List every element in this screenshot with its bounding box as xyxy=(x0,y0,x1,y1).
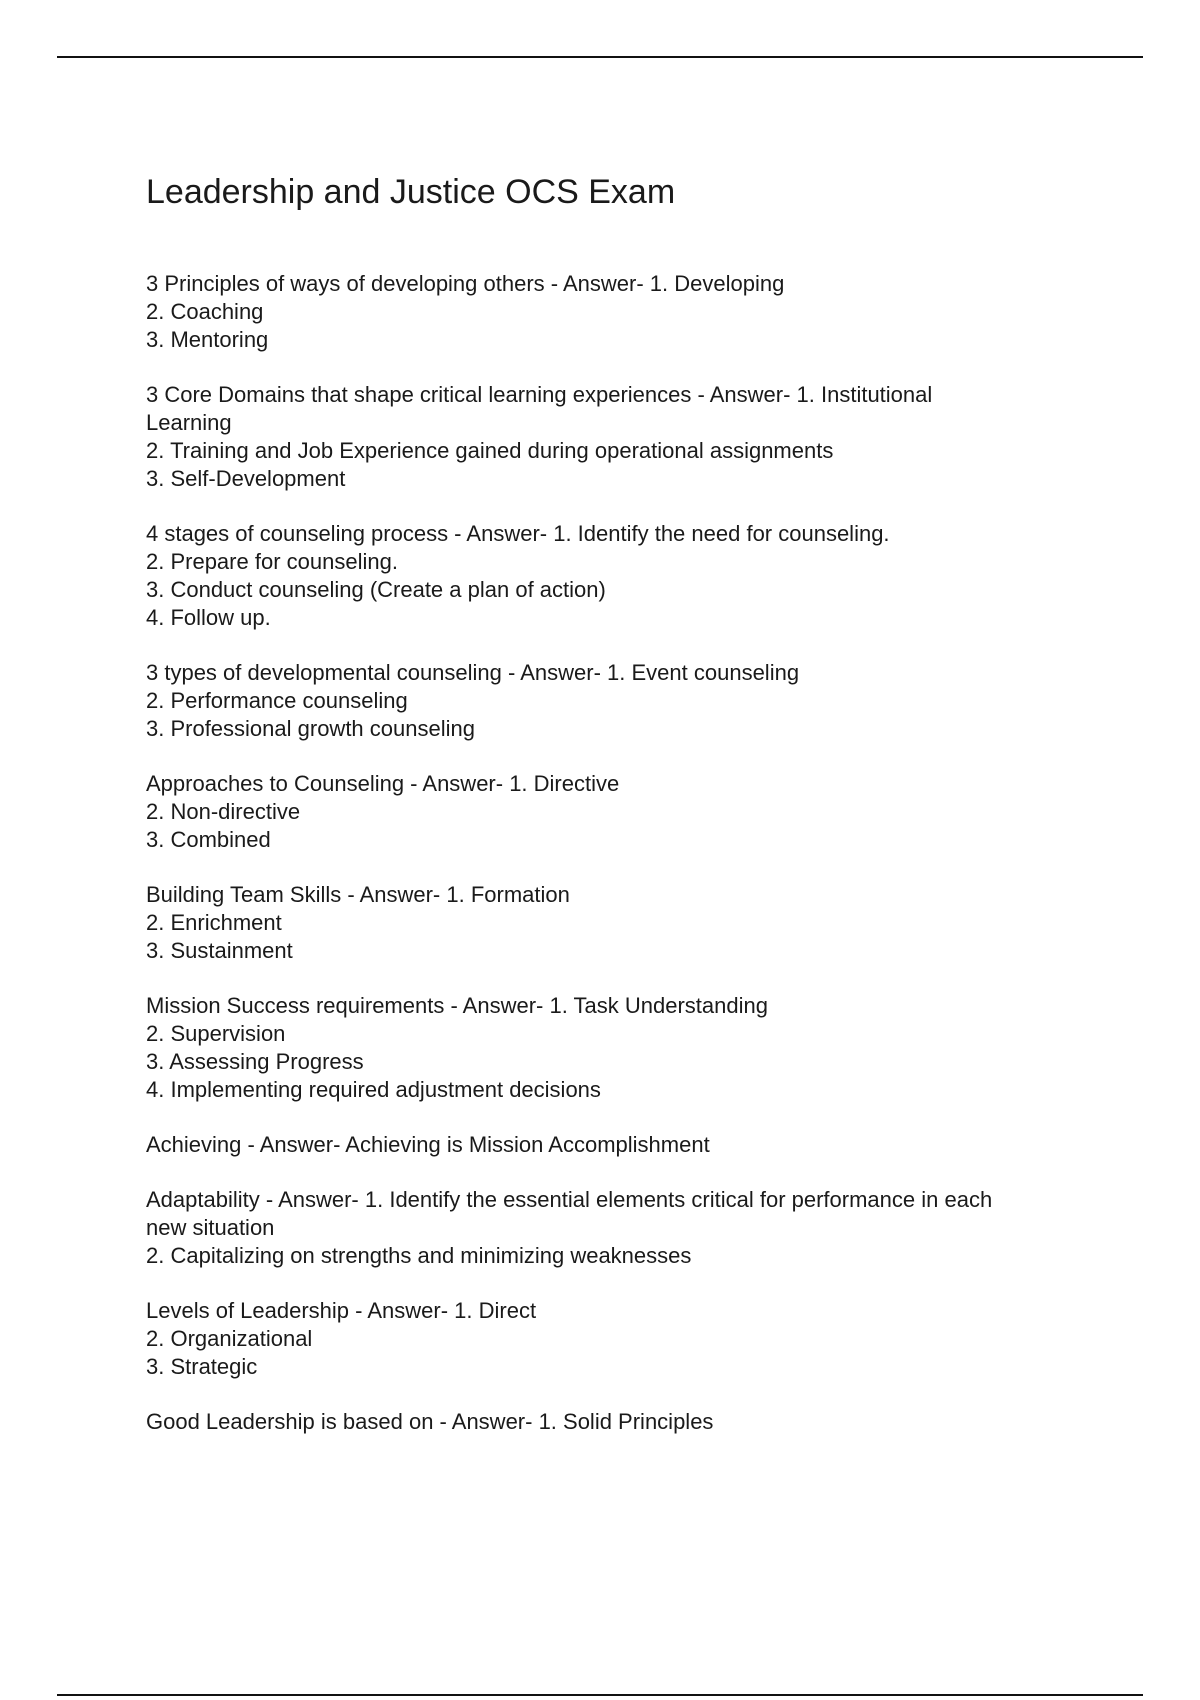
qa-question-line: Mission Success requirements - Answer- 1. Task Understanding xyxy=(146,993,768,1018)
qa-entry xyxy=(146,659,1096,743)
qa-answer-line: 2. Performance counseling xyxy=(146,688,408,713)
qa-answer-line: 2. Non-directive xyxy=(146,799,301,824)
qa-question-line: 4 stages of counseling process - Answer- 1. Identify the need for counseling. xyxy=(146,521,890,546)
qa-entry xyxy=(146,992,1096,1104)
qa-question-line: Levels of Leadership - Answer- 1. Direct xyxy=(146,1298,537,1323)
qa-answer-line: 4. Follow up. xyxy=(146,605,271,630)
qa-entry xyxy=(146,770,1096,854)
qa-answer-line: 3. Strategic xyxy=(146,1354,258,1379)
qa-question-line: 3 Principles of ways of developing others - Answer- 1. Developing xyxy=(146,271,785,296)
qa-entry xyxy=(146,1131,1096,1159)
qa-answer-line: 2. Supervision xyxy=(146,1021,286,1046)
qa-question-line: Building Team Skills - Answer- 1. Formation xyxy=(146,882,570,907)
qa-question-line: Good Leadership is based on - Answer- 1. Solid Principles xyxy=(146,1409,714,1434)
qa-answer-line: 2. Coaching xyxy=(146,299,264,324)
footer-rule xyxy=(57,1694,1143,1696)
qa-entry xyxy=(146,1186,1096,1270)
qa-answer-line: 3. Assessing Progress xyxy=(146,1049,364,1074)
qa-answer-line: 3. Professional growth counseling xyxy=(146,716,475,741)
qa-entry xyxy=(146,520,1096,632)
qa-answer-line: 3. Mentoring xyxy=(146,327,269,352)
qa-entry xyxy=(146,381,1096,493)
qa-question-line: 3 types of developmental counseling - Answer- 1. Event counseling xyxy=(146,660,800,685)
qa-answer-line: 2. Enrichment xyxy=(146,910,282,935)
qa-list xyxy=(146,270,1096,1463)
qa-answer-line: 2. Prepare for counseling. xyxy=(146,549,398,574)
qa-answer-line: 3. Sustainment xyxy=(146,938,293,963)
qa-question-line: Approaches to Counseling - Answer- 1. Directive xyxy=(146,771,620,796)
qa-answer-line: 4. Implementing required adjustment decisions xyxy=(146,1077,601,1102)
qa-answer-line: 2. Organizational xyxy=(146,1326,313,1351)
qa-entry xyxy=(146,881,1096,965)
qa-answer-line: new situation xyxy=(146,1215,275,1240)
qa-answer-line: 3. Combined xyxy=(146,827,271,852)
qa-question-line: Achieving - Answer- Achieving is Mission Accomplishment xyxy=(146,1132,710,1157)
qa-answer-line: 3. Conduct counseling (Create a plan of action) xyxy=(146,577,606,602)
page-title: Leadership and Justice OCS Exam xyxy=(146,173,676,211)
qa-answer-line: 3. Self-Development xyxy=(146,466,346,491)
qa-answer-line: 2. Training and Job Experience gained during operational assignments xyxy=(146,438,834,463)
qa-question-line: 3 Core Domains that shape critical learning experiences - Answer- 1. Institutional xyxy=(146,382,933,407)
qa-answer-line: Learning xyxy=(146,410,232,435)
qa-entry xyxy=(146,1408,1096,1436)
qa-answer-line: 2. Capitalizing on strengths and minimizing weaknesses xyxy=(146,1243,692,1268)
header-rule xyxy=(57,56,1143,58)
qa-entry xyxy=(146,1297,1096,1381)
qa-entry xyxy=(146,270,1096,354)
qa-question-line: Adaptability - Answer- 1. Identify the essential elements critical for performance in each xyxy=(146,1187,993,1212)
